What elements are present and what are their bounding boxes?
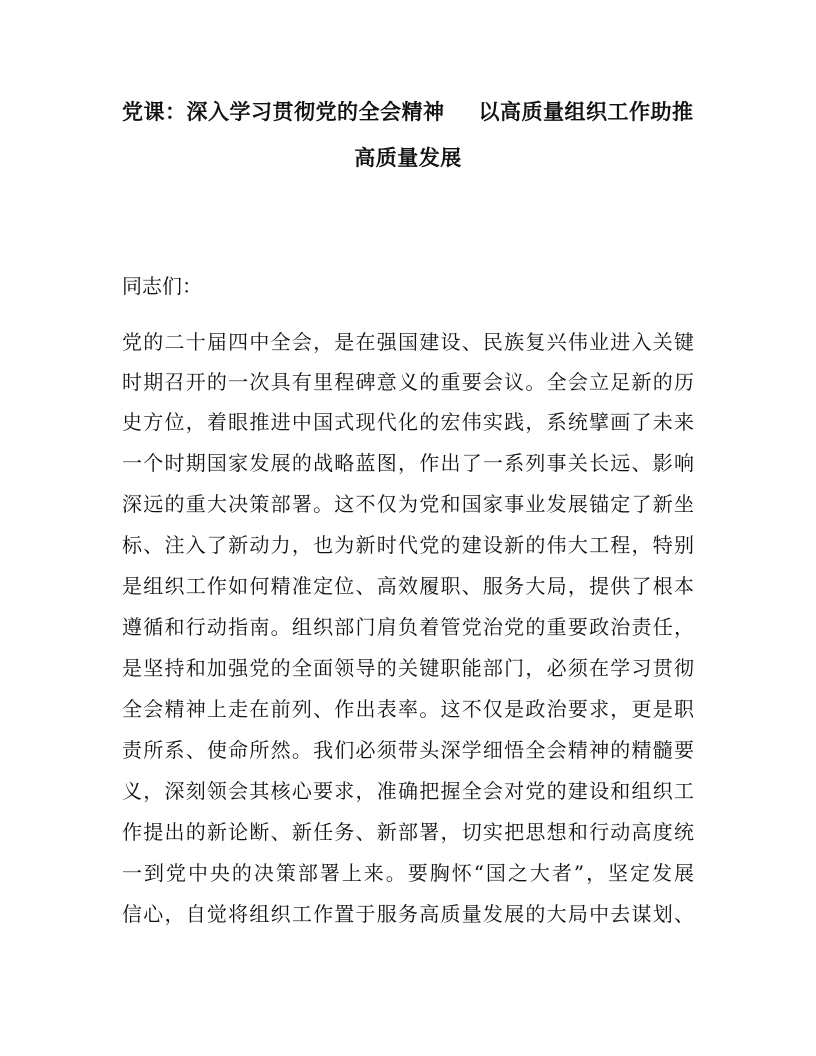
paragraph-line: 一个时期国家发展的战略蓝图，作出了一系列事关长远、影响 (122, 451, 694, 475)
title-part-2: 以高质量组织工作助推 (478, 99, 694, 124)
paragraph-line: 史方位，着眼推进中国式现代化的宏伟实践，系统擘画了未来 (122, 410, 694, 434)
title-part-1: 党课：深入学习贯彻党的全会精神 (122, 99, 445, 124)
paragraph-line: 作提出的新论断、新任务、新部署，切实把思想和行动高度统 (122, 820, 694, 844)
paragraph-line: 信心，自觉将组织工作置于服务高质量发展的大局中去谋划、 (122, 902, 694, 926)
salutation: 同志们： (122, 274, 202, 298)
paragraph-line: 党的二十届四中全会，是在强国建设、民族复兴伟业进入关键 (122, 330, 694, 354)
paragraph-line: 义，深刻领会其核心要求，准确把握全会对党的建设和组织工 (122, 779, 694, 803)
paragraph-line: 时期召开的一次具有里程碑意义的重要会议。全会立足新的历 (122, 370, 694, 394)
document-title-line-2: 高质量发展 (354, 145, 462, 170)
paragraph-line: 是组织工作如何精准定位、高效履职、服务大局，提供了根本 (122, 574, 694, 598)
paragraph-line: 一到党中央的决策部署上来。要胸怀“国之大者”，坚定发展 (122, 861, 694, 885)
paragraph-line: 全会精神上走在前列、作出表率。这不仅是政治要求，更是职 (122, 697, 694, 721)
document-title (122, 96, 694, 126)
paragraph-line: 标、注入了新动力，也为新时代党的建设新的伟大工程，特别 (122, 533, 694, 557)
paragraph-line: 深远的重大决策部署。这不仅为党和国家事业发展锚定了新坐 (122, 492, 694, 516)
paragraph-line: 遵循和行动指南。组织部门肩负着管党治党的重要政治责任， (122, 615, 694, 639)
paragraph-line: 是坚持和加强党的全面领导的关键职能部门，必须在学习贯彻 (122, 656, 694, 680)
paragraph-line: 责所系、使命所然。我们必须带头深学细悟全会精神的精髓要 (122, 738, 694, 762)
